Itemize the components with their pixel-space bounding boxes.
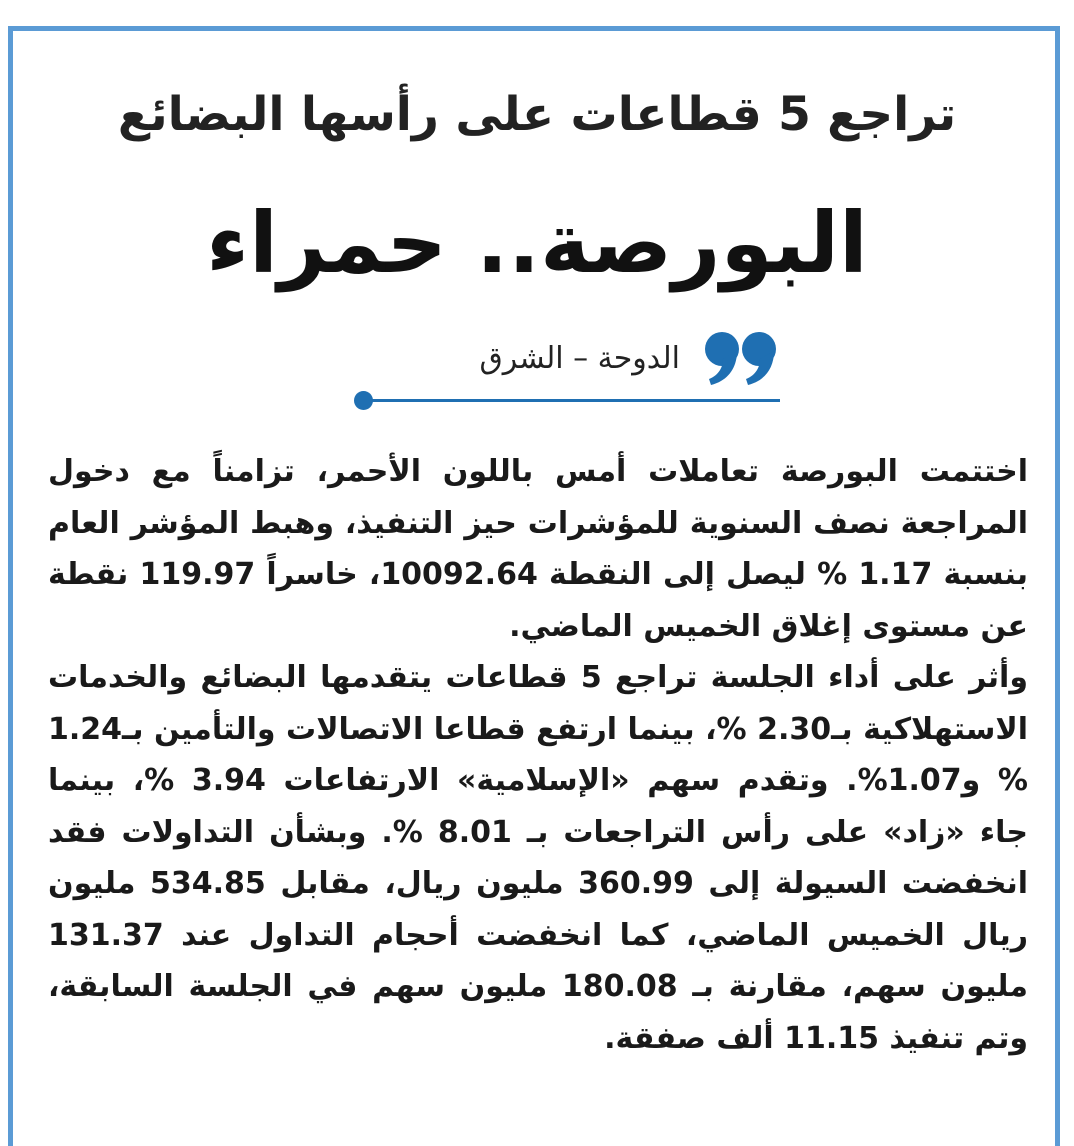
article-kicker: تراجع 5 قطاعات على رأسها البضائع (117, 87, 957, 142)
article-headline: البورصة.. حمراء (206, 194, 868, 292)
divider-line (362, 399, 780, 402)
article-paragraph: اختتمت البورصة تعاملات أمس باللون الأحمر، تزامناً مع دخول المراجعة نصف السنوية للمؤشرات حيز التنفيذ، وهبط المؤشر العام بنسبة 1.17 % ليصل إلى النقطة 10092.64، خاسراً 119.97 نقطة عن مستوى إغلاق الخميس الماضي. (48, 454, 1028, 644)
article-paragraph: وأثر على أداء الجلسة تراجع 5 قطاعات يتقدمها البضائع والخدمات الاستهلاكية بـ2.30 %، بينما ارتفع قطاعا الاتصالات والتأمين بـ1.24 % و1.07%. وتقدم سهم «الإسلامية» الارتفاعات 3.94 %، بينما جاء «زاد» على رأس التراجعات بـ 8.01 %. وبشأن التداولات فقد انخفضت السيولة إلى 360.99 مليون ريال، مقابل 534.85 مليون ريال الخميس الماضي، كما انخفضت أحجام التداول عند 131.37 مليون سهم، مقارنة بـ 180.08 مليون سهم في الجلسة السابقة، وتم تنفيذ 11.15 ألف صفقة. (48, 660, 1029, 1056)
quote-icon (702, 329, 780, 387)
article-body (48, 446, 1028, 1064)
article-dateline: الدوحة – الشرق (479, 340, 680, 376)
byline (350, 328, 780, 388)
